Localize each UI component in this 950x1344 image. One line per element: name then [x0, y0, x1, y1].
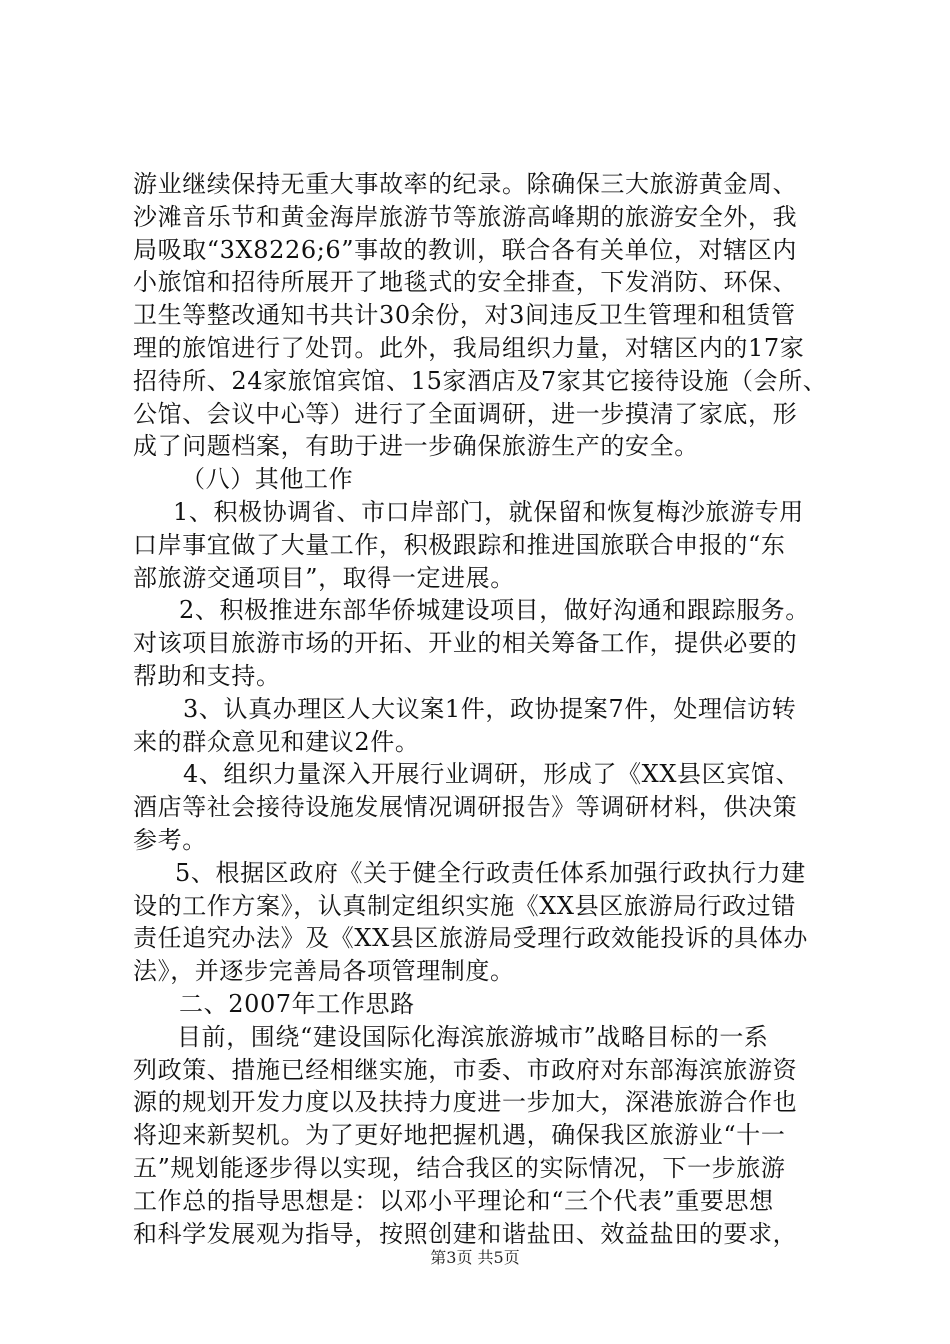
text-line: 来的群众意见和建议2件。 [133, 727, 420, 756]
text-line: 将迎来新契机。为了更好地把握机遇，确保我区旅游业“十一 [133, 1121, 786, 1150]
text-line: 游业继续保持无重大事故率的纪录。除确保三大旅游黄金周、 [133, 170, 798, 198]
text-line: 成了问题档案，有助于进一步确保旅游生产的安全。 [133, 432, 699, 461]
text-line: 列政策、措施已经相继实施，市委、市政府对东部海滨旅游资 [133, 1055, 798, 1084]
text-line: 小旅馆和招待所展开了地毯式的安全排查，下发消防、环保、 [133, 268, 798, 297]
document-body [133, 168, 833, 1250]
text-line: 目前，围绕“建设国际化海滨旅游城市”战略目标的一系 [177, 1022, 769, 1051]
text-line: 责任追究办法》及《XX县区旅游局受理行政效能投诉的具体办 [133, 924, 808, 953]
text-line: 3、认真办理区人大议案1件，政协提案7件，处理信访转 [183, 694, 797, 723]
text-line: 招待所、24家旅馆宾馆、15家酒店及7家其它接待设施（会所、 [133, 366, 828, 395]
text-line: 设的工作方案》，认真制定组织实施《XX县区旅游局行政过错 [133, 891, 796, 920]
text-line: 源的规划开发力度以及扶持力度进一步加大，深港旅游合作也 [133, 1088, 798, 1117]
text-line: 法》，并逐步完善局各项管理制度。 [133, 957, 515, 986]
text-line: 卫生等整改通知书共计30余份，对3间违反卫生管理和租赁管 [133, 301, 796, 330]
text-line: 五”规划能逐步得以实现，结合我区的实际情况，下一步旅游 [133, 1153, 786, 1182]
text-line: 局吸取“3X8226;6”事故的教训，联合各有关单位，对辖区内 [133, 235, 797, 264]
text-line: 1、积极协调省、市口岸部门，就保留和恢复梅沙旅游专用 [173, 497, 804, 526]
section-heading: 二、2007年工作思路 [179, 989, 415, 1018]
text-line: 5、根据区政府《关于健全行政责任体系加强行政执行力建 [175, 858, 806, 887]
text-line: 酒店等社会接待设施发展情况调研报告》等调研材料，供决策 [133, 793, 798, 822]
text-line: 对该项目旅游市场的开拓、开业的相关筹备工作，提供必要的 [133, 629, 798, 658]
text-line: 参考。 [133, 825, 207, 854]
text-line: 帮助和支持。 [133, 661, 281, 690]
section-heading: （八）其他工作 [181, 465, 354, 494]
text-line: 沙滩音乐节和黄金海岸旅游节等旅游高峰期的旅游安全外，我 [133, 202, 798, 231]
text-line: 4、组织力量深入开展行业调研，形成了《XX县区宾馆、 [183, 760, 801, 789]
text-line: 口岸事宜做了大量工作，积极跟踪和推进国旅联合申报的“东 [133, 530, 786, 559]
text-line: 公馆、会议中心等）进行了全面调研，进一步摸清了家底，形 [133, 399, 798, 428]
text-line: 部旅游交通项目”，取得一定进展。 [133, 563, 515, 592]
text-line: 2、积极推进东部华侨城建设项目，做好沟通和跟踪服务。 [179, 596, 810, 625]
text-line: 和科学发展观为指导，按照创建和谐盐田、效益盐田的要求， [133, 1219, 798, 1248]
text-line: 工作总的指导思想是：以邓小平理论和“三个代表”重要思想 [133, 1186, 774, 1215]
text-line: 理的旅馆进行了处罚。此外，我局组织力量，对辖区内的17家 [133, 333, 805, 362]
page-number: 第3页 共5页 [430, 1248, 520, 1267]
